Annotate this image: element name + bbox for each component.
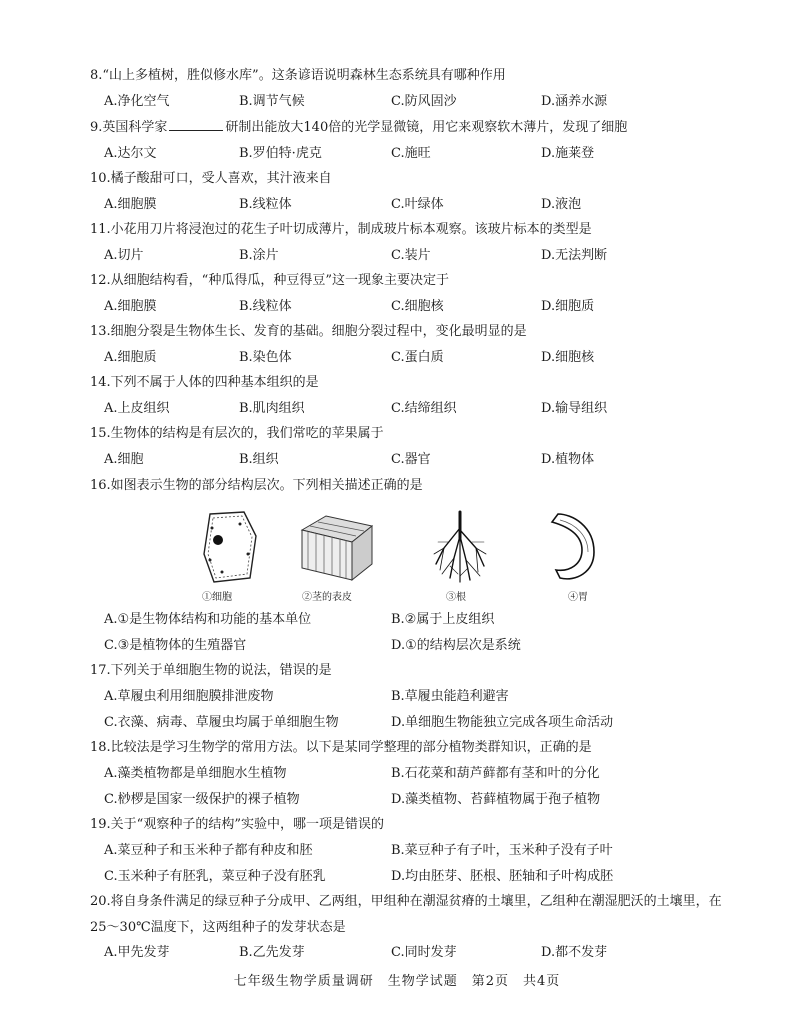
option-c: C.③是植物体的生殖器官 xyxy=(104,638,247,653)
question-19-options-row2 xyxy=(104,867,724,887)
option-d: D.植物体 xyxy=(541,452,595,467)
question-17-options-row2 xyxy=(104,713,724,733)
question-19-options-row1 xyxy=(104,841,724,861)
option-d: D.藻类植物、苔藓植物属于孢子植物 xyxy=(391,792,601,807)
question-11-stem: 11.小花用刀片将浸泡过的花生子叶切成薄片，制成玻片标本观察。该玻片标本的类型是 xyxy=(90,222,592,237)
question-9-options xyxy=(104,144,724,164)
option-c: C.衣藻、病毒、草履虫均属于单细胞生物 xyxy=(104,715,339,730)
option-b: B.草履虫能趋利避害 xyxy=(391,689,509,704)
question-8-options xyxy=(104,92,724,112)
option-b: B.②属于上皮组织 xyxy=(391,612,495,627)
option-c: C.同时发芽 xyxy=(391,945,457,960)
question-16-options-row1 xyxy=(104,610,724,630)
question-12-stem: 12.从细胞结构看，“种瓜得瓜，种豆得豆”这一现象主要决定于 xyxy=(90,273,449,288)
option-b: B.肌肉组织 xyxy=(239,401,305,416)
figure-caption-1: ①细胞 xyxy=(202,592,232,603)
option-b: B.组织 xyxy=(239,452,279,467)
option-d: D.施莱登 xyxy=(541,146,595,161)
option-a: A.细胞膜 xyxy=(104,299,157,314)
question-15-options xyxy=(104,450,724,470)
question-12-options xyxy=(104,297,724,317)
option-a: A.上皮组织 xyxy=(104,401,170,416)
option-a: A.细胞质 xyxy=(104,350,157,365)
option-a: A.藻类植物都是单细胞水生植物 xyxy=(104,766,287,781)
structure-level-figure xyxy=(200,508,620,603)
figure-caption-2: ②茎的表皮 xyxy=(302,592,352,603)
option-d: D.液泡 xyxy=(541,197,582,212)
question-17-stem: 17.下列关于单细胞生物的说法，错误的是 xyxy=(90,663,332,678)
answer-blank xyxy=(169,118,223,131)
question-13-options xyxy=(104,348,724,368)
question-16-options-row2 xyxy=(104,636,724,656)
option-c: C.桫椤是国家一级保护的裸子植物 xyxy=(104,792,300,807)
stomach-illustration xyxy=(546,508,606,603)
option-d: D.输导组织 xyxy=(541,401,608,416)
root-illustration xyxy=(430,508,490,603)
option-d: D.均由胚芽、胚根、胚轴和子叶构成胚 xyxy=(391,869,614,884)
question-15-stem: 15.生物体的结构是有层次的，我们常吃的苹果属于 xyxy=(90,426,384,441)
option-c: C.结缔组织 xyxy=(391,401,457,416)
option-c: C.防风固沙 xyxy=(391,94,457,109)
figure-caption-4: ④胃 xyxy=(568,592,588,603)
question-10-stem: 10.橘子酸甜可口，受人喜欢，其汁液来自 xyxy=(90,171,332,186)
question-8-stem: 8.“山上多植树，胜似修水库”。这条谚语说明森林生态系统具有哪种作用 xyxy=(90,68,506,83)
option-c: C.叶绿体 xyxy=(391,197,444,212)
option-c: C.蛋白质 xyxy=(391,350,444,365)
question-14-stem: 14.下列不属于人体的四种基本组织的是 xyxy=(90,375,319,390)
option-c: C.细胞核 xyxy=(391,299,444,314)
page-footer: 七年级生物学质量调研 生物学试题 第2页 共4页 xyxy=(233,974,561,989)
stem-epidermis-illustration xyxy=(296,508,376,603)
option-a: A.切片 xyxy=(104,248,144,263)
figure-caption-3: ③根 xyxy=(446,592,466,603)
option-d: D.细胞核 xyxy=(541,350,595,365)
option-c: C.装片 xyxy=(391,248,431,263)
plant-cell-illustration xyxy=(200,508,260,603)
option-b: B.菜豆种子有子叶，玉米种子没有子叶 xyxy=(391,843,613,858)
question-9-stem-after: 研制出能放大140倍的光学显微镜，用它来观察软木薄片，发现了细胞 xyxy=(225,120,628,135)
option-a: A.细胞 xyxy=(104,452,144,467)
option-b: B.罗伯特·虎克 xyxy=(239,146,322,161)
option-a: A.达尔文 xyxy=(104,146,157,161)
option-a: A.草履虫利用细胞膜排泄废物 xyxy=(104,689,274,704)
option-d: D.细胞质 xyxy=(541,299,595,314)
option-b: B.乙先发芽 xyxy=(239,945,305,960)
question-13-stem: 13.细胞分裂是生物体生长、发育的基础。细胞分裂过程中，变化最明显的是 xyxy=(90,324,527,339)
question-20-stem: 20.将自身条件满足的绿豆种子分成甲、乙两组，甲组种在潮湿贫瘠的土壤里，乙组种在潮湿肥沃的土壤里，在25～30℃温度下，这两组种子的发芽状态是 xyxy=(90,894,722,935)
question-18-options-row2 xyxy=(104,790,724,810)
option-a: A.①是生物体结构和功能的基本单位 xyxy=(104,612,312,627)
question-14-options xyxy=(104,399,724,419)
option-b: B.线粒体 xyxy=(239,197,292,212)
option-a: A.菜豆种子和玉米种子都有种皮和胚 xyxy=(104,843,313,858)
option-d: D.涵养水源 xyxy=(541,94,608,109)
question-17-options-row1 xyxy=(104,687,724,707)
option-a: A.甲先发芽 xyxy=(104,945,170,960)
option-d: D.①的结构层次是系统 xyxy=(391,638,521,653)
option-c: C.玉米种子有胚乳，菜豆种子没有胚乳 xyxy=(104,869,326,884)
option-b: B.线粒体 xyxy=(239,299,292,314)
option-b: B.石花菜和葫芦藓都有茎和叶的分化 xyxy=(391,766,600,781)
question-10-options xyxy=(104,195,724,215)
question-9-stem-before: 9.英国科学家 xyxy=(90,120,168,135)
option-d: D.都不发芽 xyxy=(541,945,608,960)
question-18-options-row1 xyxy=(104,764,724,784)
option-a: A.净化空气 xyxy=(104,94,170,109)
option-b: B.染色体 xyxy=(239,350,292,365)
question-20-options xyxy=(104,943,724,963)
option-a: A.细胞膜 xyxy=(104,197,157,212)
question-18-stem: 18.比较法是学习生物学的常用方法。以下是某同学整理的部分植物类群知识，正确的是 xyxy=(90,740,592,755)
question-9-stem xyxy=(90,118,730,138)
option-d: D.单细胞生物能独立完成各项生命活动 xyxy=(391,715,614,730)
option-c: C.器官 xyxy=(391,452,431,467)
question-16-stem: 16.如图表示生物的部分结构层次。下列相关描述正确的是 xyxy=(90,478,423,493)
option-c: C.施旺 xyxy=(391,146,431,161)
question-19-stem: 19.关于“观察种子的结构”实验中，哪一项是错误的 xyxy=(90,817,384,832)
option-b: B.涂片 xyxy=(239,248,279,263)
option-d: D.无法判断 xyxy=(541,248,608,263)
option-b: B.调节气候 xyxy=(239,94,305,109)
question-11-options xyxy=(104,246,724,266)
